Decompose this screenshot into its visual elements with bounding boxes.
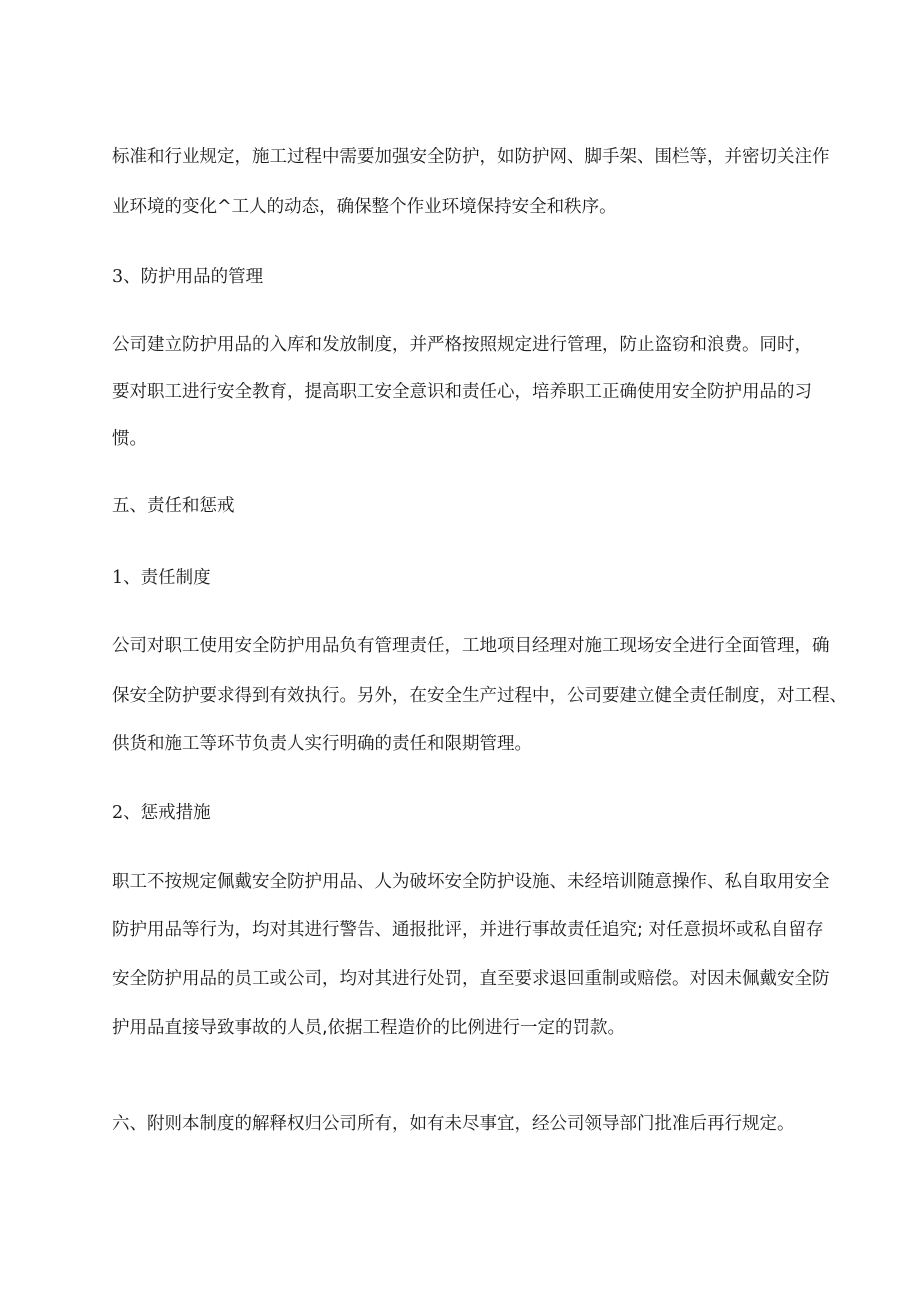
- heading-text: 、责任制度: [123, 568, 211, 588]
- paragraph-line: 六、附则本制度的解释权归公司所有，如有未尽事宜，经公司领导部门批准后再行规定。: [112, 1114, 795, 1134]
- heading-protective-equipment-management: [112, 265, 263, 289]
- paragraph-line: 保安全防护要求得到有效执行。另外，在安全生产过程中，公司要建立健全责任制度，对工程、: [112, 686, 847, 706]
- paragraph-line: 要对职工进行安全教育，提高职工安全意识和责任心，培养职工正确使用安全防护用品的习: [112, 382, 812, 402]
- heading-responsibility-system: [112, 566, 211, 590]
- section-heading-responsibility-and-penalty: 五、责任和惩戒: [112, 496, 235, 516]
- heading-number: 1: [112, 568, 124, 588]
- paragraph-line: 职工不按规定佩戴安全防护用品、人为破坏安全防护设施、未经培训随意操作、私自取用安全: [112, 872, 830, 892]
- heading-text: 、防护用品的管理: [123, 267, 264, 287]
- heading-text: 、惩戒措施: [123, 803, 211, 823]
- paragraph-line: 公司对职工使用安全防护用品负有管理责任，工地项目经理对施工现场安全进行全面管理，确: [112, 636, 830, 656]
- heading-penalty-measures: [112, 801, 211, 825]
- heading-number: 2: [112, 803, 124, 823]
- paragraph-line: 惯。: [112, 429, 147, 449]
- paragraph-line: 公司建立防护用品的入库和发放制度，并严格按照规定进行管理，防止盗窃和浪费。同时，: [112, 335, 812, 355]
- paragraph-line: 防护用品等行为，均对其进行警告、通报批评，并进行事故责任追究; 对任意损坏或私自留存: [112, 920, 824, 940]
- paragraph-line: 业环境的变化^工人的动态，确保整个作业环境保持安全和秩序。: [112, 197, 617, 217]
- heading-number: 3: [112, 267, 124, 287]
- paragraph-line: 标准和行业规定，施工过程中需要加强安全防护，如防护网、脚手架、围栏等，并密切关注作: [112, 147, 830, 167]
- paragraph-line: 安全防护用品的员工或公司，均对其进行处罚，直至要求退回重制或赔偿。对因未佩戴安全防: [112, 969, 830, 989]
- paragraph-line: 供货和施工等环节负责人实行明确的责任和限期管理。: [112, 734, 532, 754]
- paragraph-line: 护用品直接导致事故的人员,依据工程造价的比例进行一定的罚款。: [112, 1018, 626, 1038]
